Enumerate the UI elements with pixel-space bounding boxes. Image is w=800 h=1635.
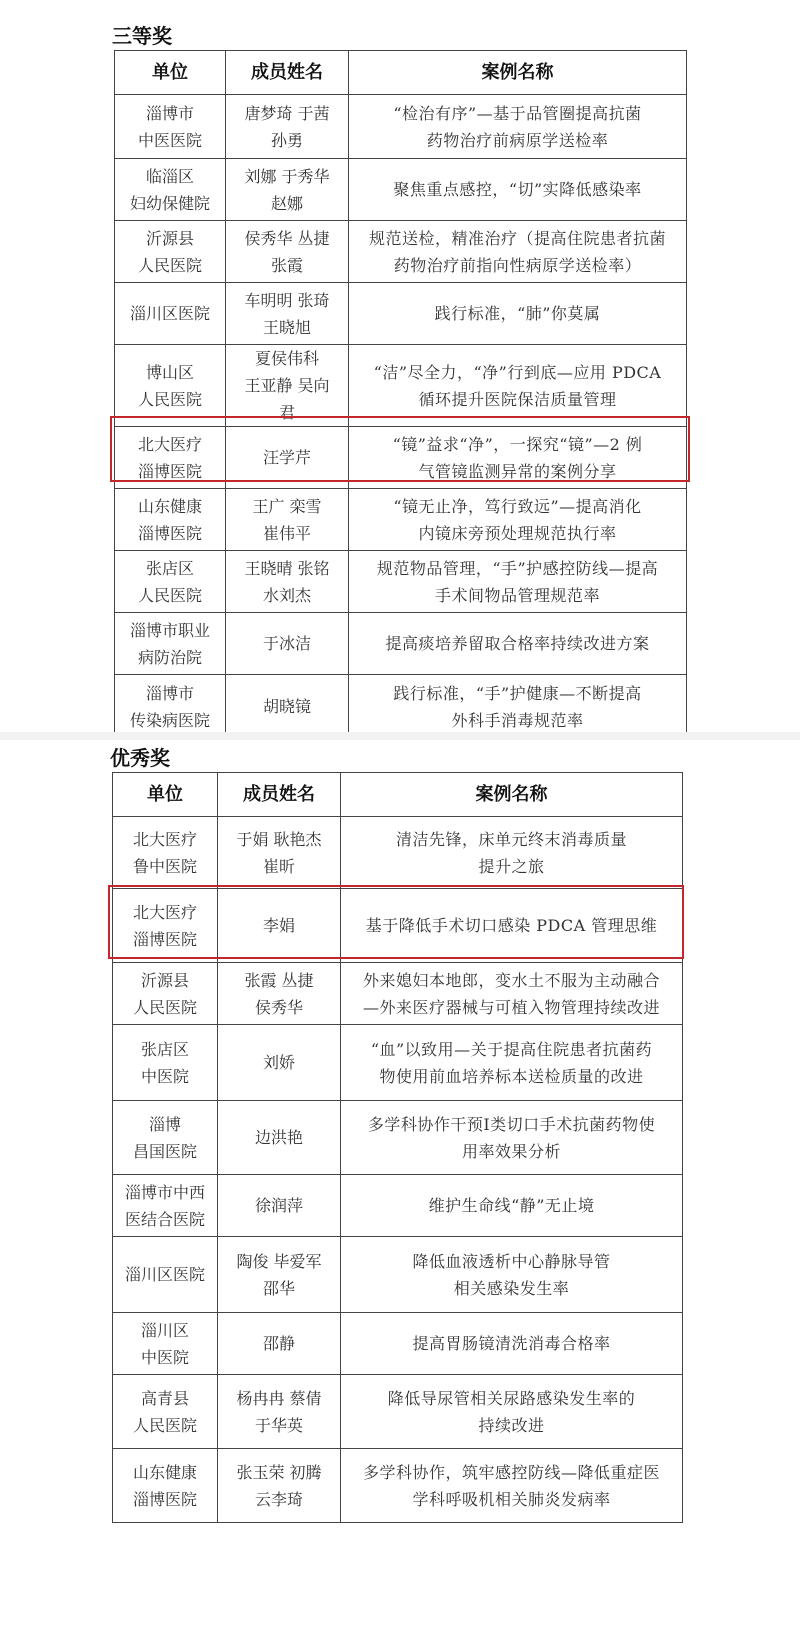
unit-text: 临淄区: [145, 166, 194, 186]
case-name-text: 降低导尿管相关尿路感染发生率的: [387, 1388, 636, 1408]
third-prize-table: [114, 50, 687, 739]
members-text: 王广 栾雪: [252, 496, 322, 516]
unit-text: 张店区: [140, 1039, 189, 1059]
table-row: [115, 613, 687, 675]
unit-text: 中医院: [140, 1066, 189, 1086]
case-name-cell: [341, 1101, 683, 1175]
members-text: 崔昕: [262, 856, 295, 876]
header-members: 成员姓名: [226, 51, 349, 95]
case-name-cell: [341, 1025, 683, 1101]
members-cell: [218, 817, 341, 889]
unit-cell: [113, 1025, 218, 1101]
table-row: [115, 489, 687, 551]
unit-text: 人民医院: [137, 389, 202, 409]
case-name-text: —外来医疗器械与可植入物管理持续改进: [362, 997, 660, 1017]
members-text: 水刘杰: [262, 585, 311, 605]
header-unit: 单位: [115, 51, 226, 95]
members-cell: [226, 283, 349, 345]
unit-cell: [113, 1449, 218, 1523]
table-row: [113, 1313, 683, 1375]
table-row: [115, 551, 687, 613]
members-text: 邵华: [262, 1278, 295, 1298]
members-text: 孙勇: [270, 130, 303, 150]
unit-text: 淄川区医院: [124, 1265, 205, 1284]
excellence-table: [112, 772, 683, 1523]
unit-text: 北大医疗: [137, 434, 202, 454]
unit-text: 传染病医院: [129, 710, 210, 730]
unit-text: 淄博医院: [132, 1489, 197, 1509]
members-text: 李娟: [262, 916, 295, 935]
members-text: 边洪艳: [254, 1128, 303, 1147]
members-cell: [226, 345, 349, 427]
members-cell: [226, 613, 349, 675]
unit-text: 高青县: [140, 1388, 189, 1408]
case-name-text: 降低血液透析中心静脉导管: [412, 1251, 611, 1271]
members-text: 汪学芹: [262, 448, 311, 467]
members-text: 车明明 张琦: [244, 290, 330, 310]
members-text: 张玉荣 初腾: [236, 1462, 322, 1482]
case-name-cell: [341, 1175, 683, 1237]
case-name-text: “检治有序”—基于品管圈提高抗菌: [393, 103, 642, 123]
unit-cell: [113, 963, 218, 1025]
page-separator: [0, 732, 800, 740]
unit-cell: [115, 551, 226, 613]
case-name-text: 循环提升医院保洁质量管理: [418, 389, 617, 409]
members-text: 徐润萍: [254, 1196, 303, 1215]
members-text: 于娟 耿艳杰: [236, 829, 322, 849]
unit-text: 张店区: [145, 558, 194, 578]
members-text: 于冰洁: [262, 634, 311, 653]
case-name-text: 持续改进: [478, 1415, 545, 1435]
header-members: 成员姓名: [218, 773, 341, 817]
unit-text: 淄博市中西: [124, 1182, 205, 1202]
section-title-third-prize: 三等奖: [112, 24, 172, 48]
unit-text: 淄博医院: [137, 523, 202, 543]
members-text: 邵静: [262, 1334, 295, 1353]
header-case: 案例名称: [349, 51, 687, 95]
members-cell: [218, 963, 341, 1025]
table-row: [113, 889, 683, 963]
section-title-excellence: 优秀奖: [110, 746, 170, 770]
case-name-text: 规范物品管理，“手”护感控防线—提高: [376, 558, 659, 578]
case-name-text: 践行标准，“手”护健康—不断提高: [393, 683, 642, 703]
unit-text: 淄博医院: [132, 929, 197, 949]
table-row: [113, 1175, 683, 1237]
members-text: 陶俊 毕爱军: [236, 1251, 322, 1271]
unit-cell: [115, 489, 226, 551]
case-name-text: 多学科协作干预Ⅰ类切口手术抗菌药物使: [367, 1114, 656, 1134]
case-name-text: 气管镜监测异常的案例分享: [418, 461, 617, 481]
case-name-cell: [349, 675, 687, 739]
table-header-row: [113, 773, 683, 817]
members-text: 唐梦琦 于茜: [244, 103, 330, 123]
case-name-text: 学科呼吸机相关肺炎发病率: [412, 1489, 611, 1509]
members-text: 侯秀华 丛捷: [244, 228, 330, 248]
members-text: 王亚静 吴向: [244, 376, 330, 395]
case-name-cell: [341, 1375, 683, 1449]
members-text: 于华英: [254, 1415, 303, 1435]
members-cell: [218, 1101, 341, 1175]
members-text: 侯秀华: [254, 997, 303, 1017]
members-cell: [218, 889, 341, 963]
case-name-text: “血”以致用—关于提高住院患者抗菌药: [370, 1039, 653, 1059]
table-row: [113, 1375, 683, 1449]
case-name-text: 聚焦重点感控，“切”实降低感染率: [393, 180, 642, 199]
unit-cell: [113, 889, 218, 963]
table-row: [113, 1101, 683, 1175]
members-text: 张霞 丛捷: [244, 970, 314, 990]
unit-text: 昌国医院: [132, 1141, 197, 1161]
case-name-cell: [349, 551, 687, 613]
members-cell: [218, 1025, 341, 1101]
unit-text: 沂源县: [145, 228, 194, 248]
unit-text: 人民医院: [137, 255, 202, 275]
unit-cell: [113, 1101, 218, 1175]
case-name-text: 践行标准，“肺”你莫属: [434, 304, 601, 323]
case-name-text: 基于降低手术切口感染 PDCA 管理思维: [365, 916, 658, 935]
unit-text: 北大医疗: [132, 902, 197, 922]
members-text: 王晓旭: [262, 317, 311, 337]
members-cell: [226, 551, 349, 613]
case-name-cell: [341, 1237, 683, 1313]
members-text: 赵娜: [270, 193, 303, 213]
table-row: [115, 221, 687, 283]
unit-text: 山东健康: [137, 496, 202, 516]
case-name-cell: [349, 613, 687, 675]
unit-text: 山东健康: [132, 1462, 197, 1482]
unit-cell: [113, 1313, 218, 1375]
case-name-text: 提升之旅: [478, 856, 545, 876]
unit-cell: [115, 675, 226, 739]
members-text: 杨冉冉 蔡倩: [236, 1388, 322, 1408]
unit-cell: [113, 1237, 218, 1313]
unit-cell: [115, 613, 226, 675]
table-row: [115, 159, 687, 221]
unit-cell: [115, 345, 226, 427]
case-name-cell: [349, 159, 687, 221]
header-unit: 单位: [113, 773, 218, 817]
unit-text: 淄博市职业: [129, 620, 210, 640]
case-name-cell: [341, 1449, 683, 1523]
members-text: 王晓晴 张铭: [244, 558, 330, 578]
unit-text: 人民医院: [132, 997, 197, 1017]
unit-text: 北大医疗: [132, 829, 197, 849]
case-name-text: 药物治疗前指向性病原学送检率）: [393, 255, 642, 275]
unit-text: 鲁中医院: [132, 856, 197, 876]
case-name-text: “镜”益求“净”，一探究“镜”—2 例: [392, 434, 643, 454]
unit-cell: [115, 427, 226, 489]
table-row: [115, 95, 687, 159]
case-name-cell: [341, 889, 683, 963]
case-name-text: 手术间物品管理规范率: [434, 585, 600, 605]
unit-text: 淄川区医院: [129, 304, 210, 323]
case-name-text: 规范送检，精准治疗（提高住院患者抗菌: [368, 228, 666, 248]
unit-text: 博山区: [145, 362, 194, 382]
unit-text: 沂源县: [140, 970, 189, 990]
members-cell: [226, 489, 349, 551]
case-name-text: 维护生命线“静”无止境: [428, 1196, 595, 1215]
table-row: [115, 283, 687, 345]
members-text: 刘娇: [262, 1053, 295, 1072]
table-row: [113, 1237, 683, 1313]
members-cell: [218, 1237, 341, 1313]
case-name-text: 外来媳妇本地郎，变水土不服为主动融合: [362, 970, 660, 990]
unit-text: 淄博市: [145, 683, 194, 703]
unit-text: 病防治院: [137, 647, 202, 667]
members-text: 张霞: [270, 255, 303, 275]
members-cell: [226, 95, 349, 159]
unit-cell: [113, 1375, 218, 1449]
case-name-cell: [349, 427, 687, 489]
header-case: 案例名称: [341, 773, 683, 817]
unit-text: 淄川区: [140, 1320, 189, 1340]
case-name-cell: [349, 489, 687, 551]
table-row: [113, 817, 683, 889]
table-row: [115, 345, 687, 427]
unit-text: 医结合医院: [124, 1209, 205, 1229]
members-cell: [226, 675, 349, 739]
members-text: 刘娜 于秀华: [244, 166, 330, 186]
case-name-text: 用率效果分析: [461, 1141, 561, 1161]
members-cell: [226, 159, 349, 221]
case-name-text: 提高痰培养留取合格率持续改进方案: [385, 634, 650, 653]
unit-cell: [115, 221, 226, 283]
members-cell: [218, 1175, 341, 1237]
case-name-text: 提高胃肠镜清洗消毒合格率: [412, 1334, 611, 1353]
case-name-cell: [349, 283, 687, 345]
case-name-cell: [341, 817, 683, 889]
members-text: 云李琦: [254, 1489, 303, 1509]
members-text: 夏侯伟科: [254, 349, 319, 368]
case-name-text: 内镜床旁预处理规范执行率: [418, 523, 617, 543]
case-name-text: 多学科协作，筑牢感控防线—降低重症医: [362, 1462, 660, 1482]
case-name-text: 药物治疗前病原学送检率: [426, 130, 609, 150]
case-name-cell: [349, 221, 687, 283]
case-name-text: 清洁先锋，床单元终末消毒质量: [395, 829, 627, 849]
members-text: 君: [278, 403, 295, 422]
members-text: 崔伟平: [262, 523, 311, 543]
case-name-text: “洁”尽全力，“净”行到底—应用 PDCA: [373, 362, 662, 382]
unit-cell: [115, 95, 226, 159]
unit-cell: [115, 159, 226, 221]
unit-text: 中医院: [140, 1347, 189, 1367]
unit-cell: [113, 817, 218, 889]
table-header-row: [115, 51, 687, 95]
members-cell: [218, 1375, 341, 1449]
unit-text: 妇幼保健院: [129, 193, 210, 213]
table-row: [113, 1449, 683, 1523]
members-text: 胡晓镜: [262, 697, 311, 716]
case-name-text: 外科手消毒规范率: [451, 710, 584, 730]
members-cell: [226, 221, 349, 283]
members-cell: [226, 427, 349, 489]
members-cell: [218, 1313, 341, 1375]
unit-text: 淄博: [148, 1114, 181, 1134]
case-name-cell: [341, 1313, 683, 1375]
case-name-text: “镜无止净，笃行致远”—提高消化: [393, 496, 642, 516]
table-row: [113, 1025, 683, 1101]
table-row: [113, 963, 683, 1025]
case-name-cell: [349, 95, 687, 159]
unit-text: 中医医院: [137, 130, 202, 150]
case-name-text: 物使用前血培养标本送检质量的改进: [379, 1066, 644, 1086]
unit-cell: [113, 1175, 218, 1237]
unit-text: 人民医院: [137, 585, 202, 605]
table-row: [115, 675, 687, 739]
unit-text: 人民医院: [132, 1415, 197, 1435]
case-name-cell: [349, 345, 687, 427]
case-name-cell: [341, 963, 683, 1025]
unit-text: 淄博市: [145, 103, 194, 123]
unit-cell: [115, 283, 226, 345]
unit-text: 淄博医院: [137, 461, 202, 481]
table-row: [115, 427, 687, 489]
members-cell: [218, 1449, 341, 1523]
case-name-text: 相关感染发生率: [453, 1278, 570, 1298]
